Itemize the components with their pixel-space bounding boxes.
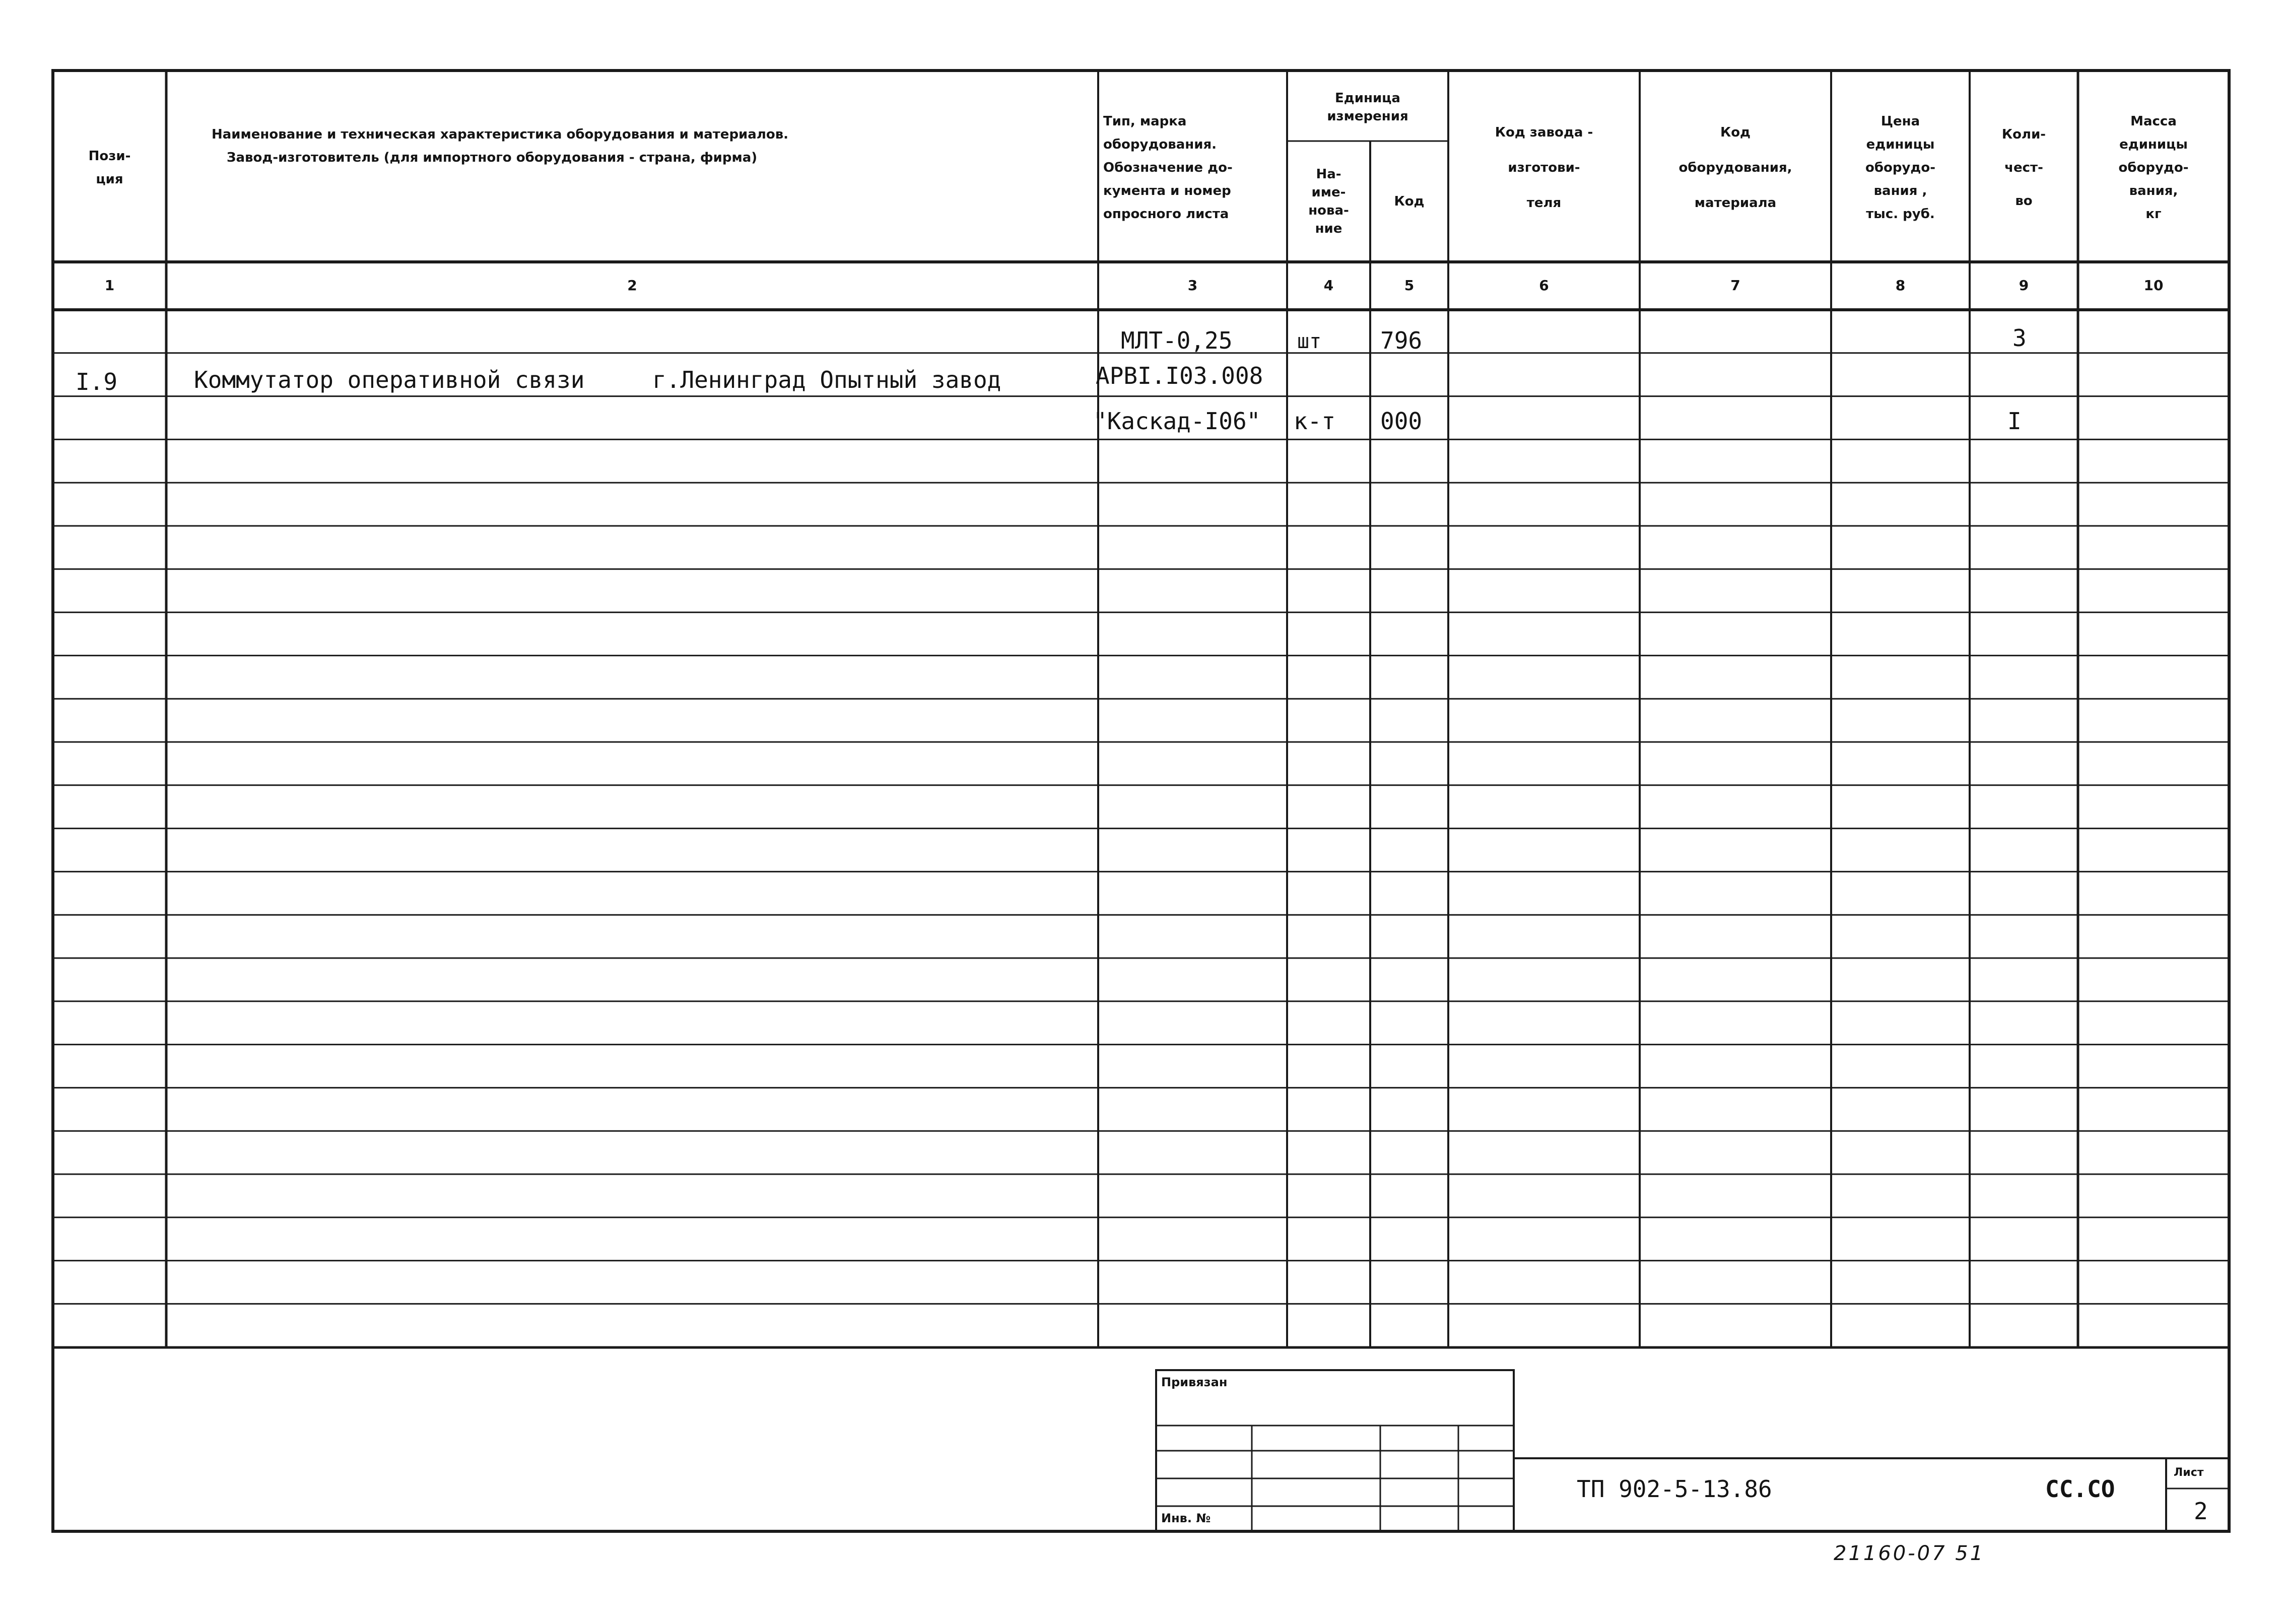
header-name: Наименование и техническая характеристика оборудования и материалов. Завод-изготовитель (для импортного оборудования - страна, фирма) — [212, 127, 789, 165]
colnum-10: 10 — [2143, 277, 2164, 294]
row3-unit: к-т — [1294, 408, 1336, 435]
colnum-3: 3 — [1187, 277, 1198, 294]
colnum-8: 8 — [1895, 277, 1906, 294]
stamp-mark: СС.СО — [2045, 1475, 2115, 1503]
row2-maker: г.Ленинград Опытный завод — [652, 366, 1001, 393]
row1-qty: 3 — [2012, 324, 2027, 352]
header-equipment-code: Код оборудования, материала — [1678, 124, 1792, 211]
row3-qty: I — [2007, 408, 2022, 435]
header-price: Цена единицы оборудо- вания , тыс. руб. — [1865, 113, 1936, 222]
colnum-2: 2 — [627, 277, 637, 294]
colnum-4: 4 — [1323, 277, 1334, 294]
header-position: Пози- ция — [88, 148, 131, 187]
row3-code: 000 — [1380, 408, 1423, 435]
row1-unit: шт — [1297, 330, 1322, 353]
header-type: Тип, марка оборудования. Обозначение до- кумента и номер опросного листа — [1103, 113, 1233, 222]
colnum-9: 9 — [2019, 277, 2029, 294]
row1-code: 796 — [1380, 327, 1423, 354]
colnum-1: 1 — [104, 277, 115, 294]
header-maker-code: Код завода - изготови- теля — [1495, 124, 1593, 211]
row2-name: Коммутатор оперативной связи — [194, 366, 585, 393]
row3-type: "Каскад-I06" — [1093, 408, 1261, 435]
stamp-doc-code: ТП 902-5-13.86 — [1577, 1475, 1772, 1503]
row1-type: МЛТ-0,25 — [1121, 327, 1233, 354]
stamp-sheet-no: 2 — [2194, 1498, 2208, 1525]
header-mass: Масса единицы оборудо- вания, кг — [2118, 113, 2189, 222]
header-quantity: Коли- чест- во — [2001, 126, 2046, 209]
footer-number: 21160-07 51 — [1834, 1542, 1985, 1565]
row2-pos: I.9 — [76, 368, 118, 395]
header-unit-name: На- име- нова- ние — [1308, 167, 1349, 236]
header-unit-group: Единица измерения — [1327, 90, 1408, 124]
colnum-6: 6 — [1539, 277, 1549, 294]
stamp-attached-label: Привязан — [1161, 1375, 1228, 1389]
stamp-sheet-label: Лист — [2174, 1466, 2204, 1479]
row2-type: АРВI.I03.008 — [1096, 362, 1263, 389]
stamp-inv-label: Инв. № — [1161, 1511, 1211, 1525]
colnum-7: 7 — [1730, 277, 1740, 294]
header-unit-code: Код — [1394, 194, 1425, 209]
colnum-5: 5 — [1404, 277, 1415, 294]
